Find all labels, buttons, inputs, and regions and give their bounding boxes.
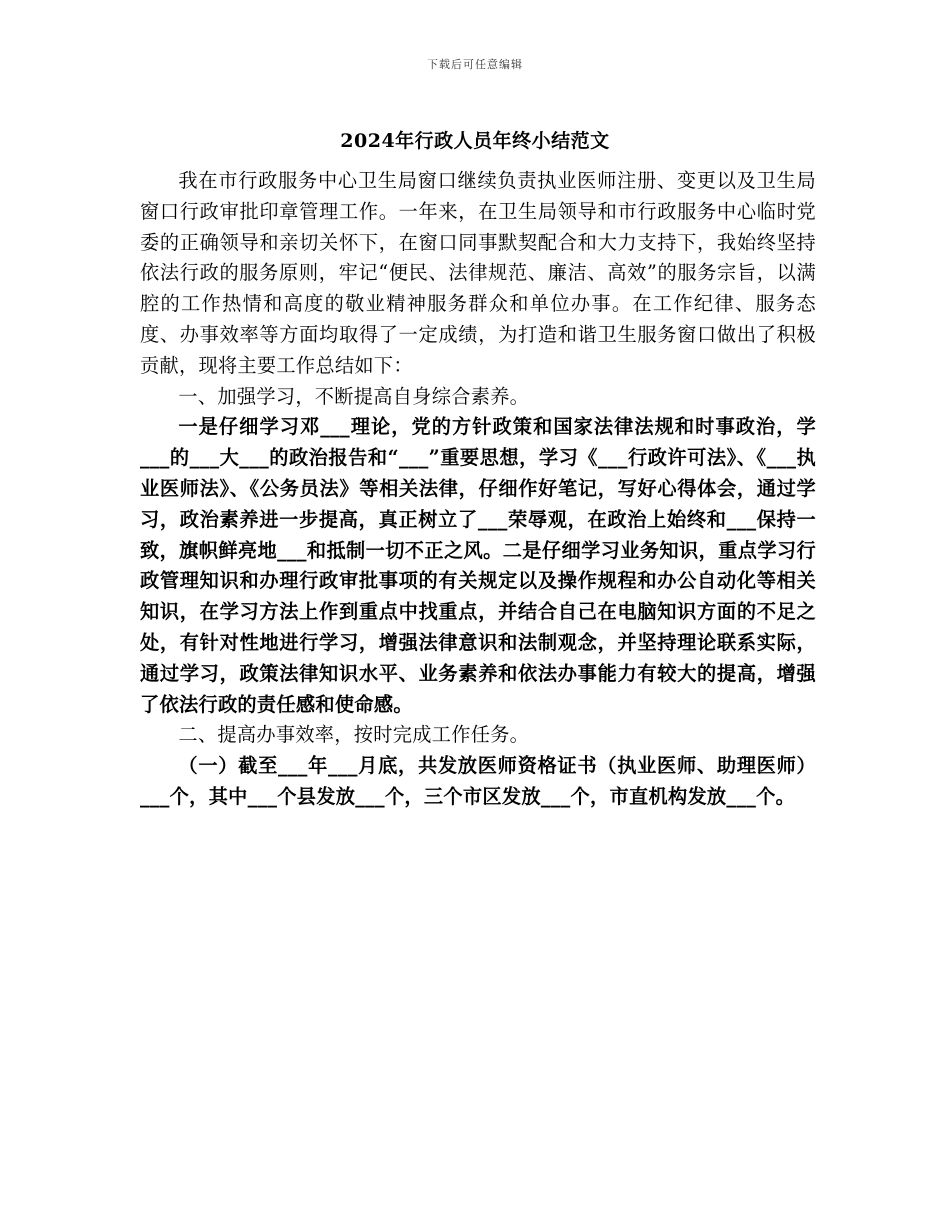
- section-1-paragraph: 一是仔细学习邓___理论，党的方针政策和国家法律法规和时事政治，学___的___大___的政治报告和“___”重要思想，学习《___行政许可法》、《___执业医师法》、《公务员法》等相关法律，仔细作好笔记，写好心得体会，通过学习，政治素养进一步提高，真正树立了___荣辱观，在政治上始终和___保持一致，旗帜鲜亮地___和抵制一切不正之风。二是仔细学习业务知识，重点学习行政管理知识和办理行政审批事项的有关规定以及操作规程和办公自动化等相关知识，在学习方法上作到重点中找重点，并结合自己在电脑知识方面的不足之处，有针对性地进行学习，增强法律意识和法制观念，并坚持理论联系实际，通过学习，政策法律知识水平、业务素养和依法办事能力有较大的提高，增强了依法行政的责任感和使命感。: [140, 415, 816, 716]
- section-heading-2: 二、提高办事效率，按时完成工作任务。: [178, 723, 530, 747]
- section-2-paragraph: （一）截至___年___月底，共发放医师资格证书（执业医师、助理医师）___个，其中___个县发放___个，三个市区发放___个，市直机构发放___个。: [140, 754, 816, 808]
- document-title: 2024年行政人员年终小结范文: [340, 130, 610, 152]
- intro-paragraph: 我在市行政服务中心卫生局窗口继续负责执业医师注册、变更以及卫生局窗口行政审批印章管理工作。一年来，在卫生局领导和市行政服务中心临时党委的正确领导和亲切关怀下，在窗口同事默契配合和大力支持下，我始终坚持依法行政的服务原则，牢记“便民、法律规范、廉洁、高效”的服务宗旨，以满腔的工作热情和高度的敬业精神服务群众和单位办事。在工作纪律、服务态度、办事效率等方面均取得了一定成绩，为打造和谐卫生服务窗口做出了积极贡献，现将主要工作总结如下：: [140, 169, 816, 377]
- page-header-note: 下载后可任意编辑: [427, 58, 523, 71]
- section-heading-1: 一、加强学习，不断提高自身综合素养。: [178, 384, 530, 408]
- document-body: [140, 166, 816, 813]
